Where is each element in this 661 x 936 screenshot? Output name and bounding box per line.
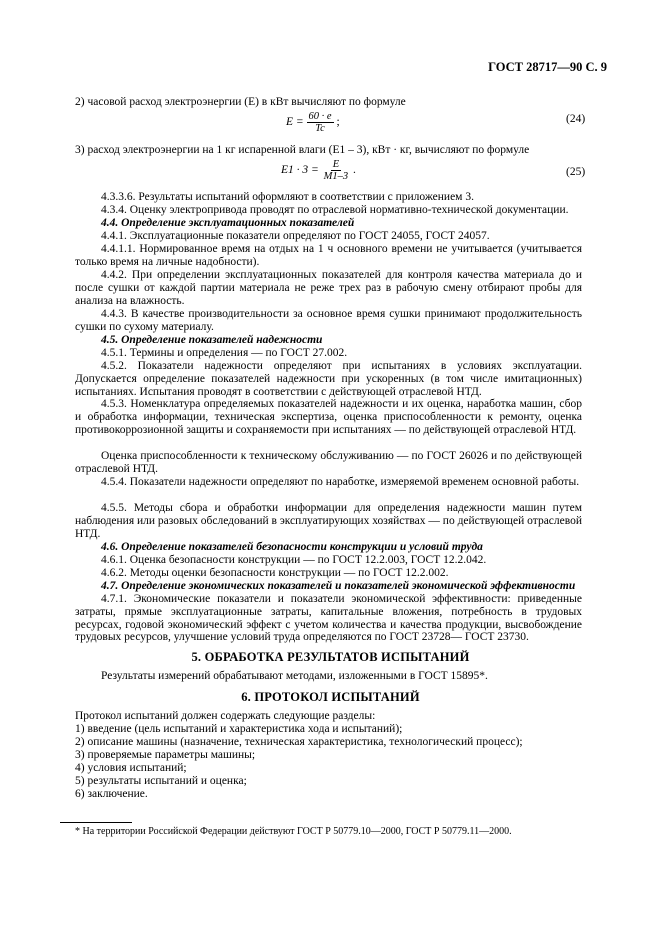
paragraph-4-7-1: 4.7.1. Экономические показатели и показатели экономической эффективности: приведенные затраты, прямые эксплуатационные затраты, капитальные вложения, потребность в трудовых ресурсах, годовой экономический эффект с учетом количества и качества продукции, высвобождение трудовых ресурсов, улучшение условий труда определяются по ГОСТ 23728— ГОСТ 23730. — [75, 593, 582, 644]
page-header: ГОСТ 28717—90 С. 9 — [488, 60, 607, 74]
footnote-divider — [60, 822, 132, 823]
paragraph-4-5-5: 4.5.5. Методы сбора и обработки информации для определения надежности машин путем наблюдения или разовых обследований в эксплуатирующих хозяйствах — по действующей отраслевой НТД. — [75, 502, 582, 540]
formula-24-denominator: Tc — [315, 123, 325, 134]
formula-25-numerator: E — [332, 159, 340, 170]
heading-4-4: 4.4. Определение эксплуатационных показателей — [101, 217, 355, 229]
formula-25-tail: . — [353, 164, 356, 177]
paragraph-4-3-3-6: 4.3.3.6. Результаты испытаний оформляют в соответствии с приложением 3. — [101, 191, 474, 203]
formula-25 — [281, 159, 356, 182]
paragraph-4-5-3: 4.5.3. Номенклатура определяемых показателей надежности и их оценка, наработка машин, сбор и обработка информации, техническая экспертиза, оценка приспособленности к ремонту, оценка противокоррозионной защиты и сохраняемости при испытаниях — по действующей отраслевой НТД. — [75, 398, 582, 436]
list-item: 4) условия испытаний; — [75, 762, 187, 774]
paragraph-4-6-1: 4.6.1. Оценка безопасности конструкции — по ГОСТ 12.2.003, ГОСТ 12.2.042. — [101, 554, 487, 566]
list-item: 1) введение (цель испытаний и характеристика хода и испытаний); — [75, 723, 403, 735]
paragraph-4-4-2: 4.4.2. При определении эксплуатационных показателей для контроля качества материала до и после сушки от каждой партии материала не реже трех раз в рабочую смену отбирают пробы для анализа на влажность. — [75, 269, 582, 307]
heading-4-6: 4.6. Определение показателей безопасности конструкции и условий труда — [101, 541, 483, 553]
formula-24 — [286, 111, 340, 134]
section-6-title: 6. ПРОТОКОЛ ИСПЫТАНИЙ — [241, 690, 420, 704]
footnote: * На территории Российской Федерации действуют ГОСТ Р 50779.10—2000, ГОСТ Р 50779.11—2000. — [75, 826, 512, 837]
formula-24-fraction — [307, 111, 334, 134]
formula-24-numerator: 60 · e — [308, 111, 332, 122]
paragraph-4-6-2: 4.6.2. Методы оценки безопасности конструкции — по ГОСТ 12.2.002. — [101, 567, 449, 579]
list-item: 6) заключение. — [75, 788, 148, 800]
section-5-text: Результаты измерений обрабатывают методами, изложенными в ГОСТ 15895*. — [101, 670, 488, 682]
paragraph-4-5-3-b: Оценка приспособленности к техническому обслуживанию — по ГОСТ 26026 и по действующей отраслевой НТД. — [75, 450, 582, 475]
list-item: 5) результаты испытаний и оценка; — [75, 775, 247, 787]
paragraph-4-5-2: 4.5.2. Показатели надежности определяют при испытаниях в условиях эксплуатации. Допускается определение показателей надежности при ускоренных (в том числе имитационных) испытаниях. Испытания проводят в соответствии с действующей отраслевой НТД. — [75, 360, 582, 398]
formula-24-number: (24) — [566, 113, 586, 125]
formula-25-fraction — [322, 159, 351, 182]
formula-25-intro: 3) расход электроэнергии на 1 кг испаренной влаги (E1 – 3), кВт · кг, вычисляют по формуле — [75, 144, 530, 156]
paragraph-4-5-1: 4.5.1. Термины и определения — по ГОСТ 27.002. — [101, 347, 348, 359]
formula-24-tail: ; — [336, 116, 340, 129]
formula-25-number: (25) — [566, 166, 586, 178]
formula-24-lhs: E = — [286, 116, 304, 129]
heading-4-5: 4.5. Определение показателей надежности — [101, 334, 323, 346]
paragraph-4-3-4: 4.3.4. Оценку электропривода проводят по отраслевой нормативно-технической документации. — [101, 204, 569, 216]
formula-25-denominator: M1–3 — [323, 171, 349, 182]
list-item: 3) проверяемые параметры машины; — [75, 749, 256, 761]
paragraph-4-4-1: 4.4.1. Эксплуатационные показатели определяют по ГОСТ 24055, ГОСТ 24057. — [101, 230, 490, 242]
heading-4-7: 4.7. Определение экономических показателей и показателей экономической эффективности — [101, 580, 576, 592]
formula-25-lhs: E1 · 3 = — [281, 164, 319, 177]
section-5-title: 5. ОБРАБОТКА РЕЗУЛЬТАТОВ ИСПЫТАНИЙ — [191, 650, 470, 664]
section-6-intro: Протокол испытаний должен содержать следующие разделы: — [75, 710, 376, 722]
paragraph-4-4-3: 4.4.3. В качестве производительности за основное время сушки принимают продолжительность сушки по сухому материалу. — [75, 308, 582, 333]
paragraph-4-5-4: 4.5.4. Показатели надежности определяют по наработке, измеряемой временем основной работы. — [101, 476, 580, 488]
paragraph-4-4-1-1: 4.4.1.1. Нормированное время на отдых на 1 ч основного времени не учитывается (учитывается только время на личные надобности). — [75, 243, 582, 268]
list-item: 2) описание машины (назначение, техническая характеристика, технологический процесс); — [75, 736, 523, 748]
formula-24-intro: 2) часовой расход электроэнергии (E) в кВт вычисляют по формуле — [75, 96, 406, 108]
